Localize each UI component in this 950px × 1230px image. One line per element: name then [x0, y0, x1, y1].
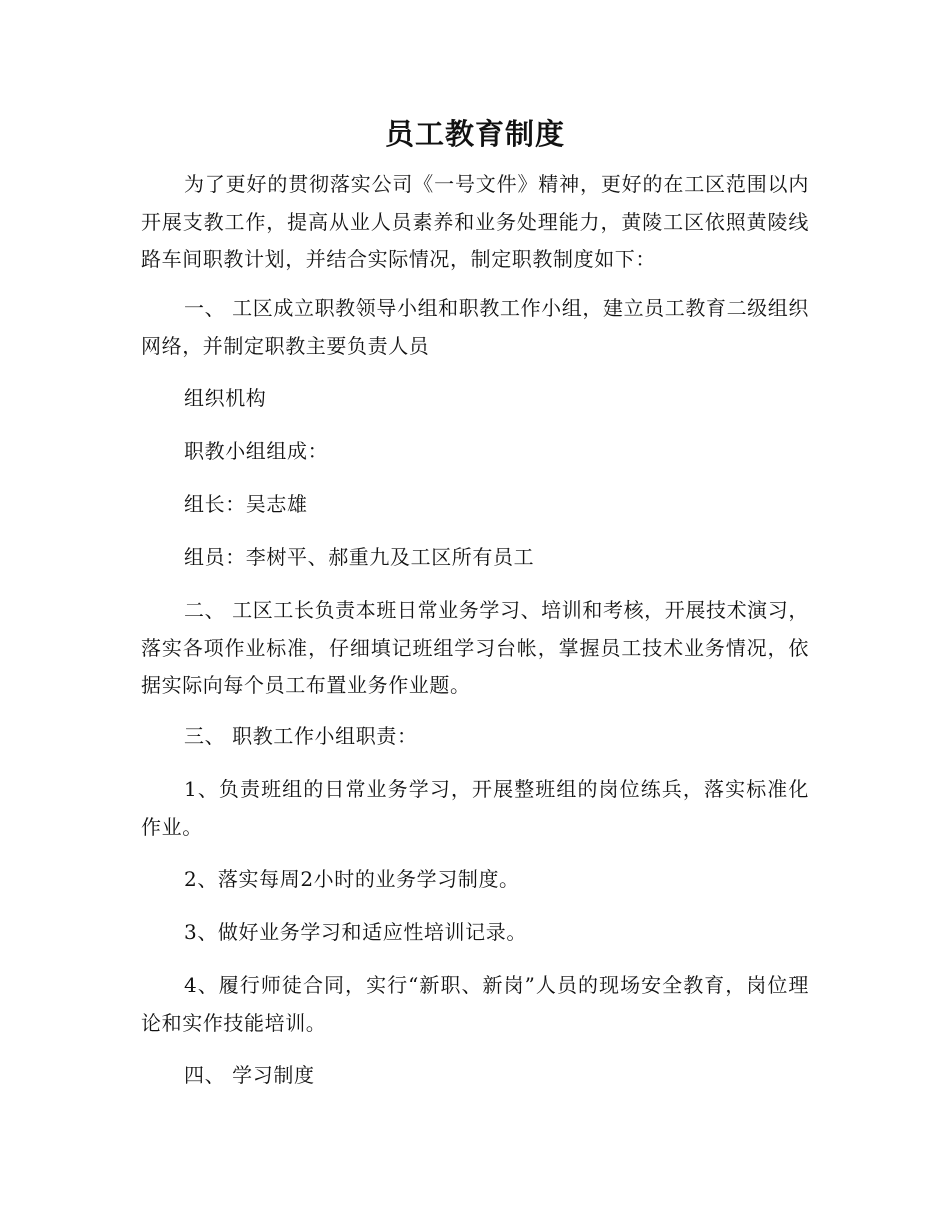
team-members-line: 组员：李树平、郝重九及工区所有员工 — [184, 545, 535, 569]
section-2-paragraph: 二、 工区工长负责本班日常业务学习、培训和考核，开展技术演习，落实各项作业标准，仔细填记班组学习台帐，掌握员工技术业务情况，依据实际向每个员工布置业务作业题。 — [141, 598, 809, 697]
org-structure-heading: 组织机构 — [184, 386, 267, 410]
duty-item-1: 1、负责班组的日常业务学习，开展整班组的岗位练兵，落实标准化作业。 — [141, 777, 809, 839]
duty-item-3: 3、做好业务学习和适应性培训记录。 — [184, 920, 527, 944]
document-title: 员工教育制度 — [384, 117, 565, 151]
duty-item-2: 2、落实每周2小时的业务学习制度。 — [184, 867, 520, 891]
section-1-paragraph: 一、 工区成立职教领导小组和职教工作小组，建立员工教育二级组织网络，并制定职教主要负责人员 — [141, 296, 809, 358]
team-leader-line: 组长：吴志雄 — [184, 492, 308, 516]
intro-paragraph: 为了更好的贯彻落实公司《一号文件》精神，更好的在工区范围以内开展支教工作，提高从业人员素养和业务处理能力，黄陵工区依照黄陵线路车间职教计划，并结合实际情况，制定职教制度如下： — [141, 172, 809, 271]
team-composition-line: 职教小组组成： — [184, 439, 329, 463]
section-3-heading: 三、 职教工作小组职责： — [184, 724, 418, 748]
section-4-heading: 四、 学习制度 — [184, 1063, 315, 1087]
duty-item-4: 4、履行师徒合同，实行“新职、新岗”人员的现场安全教育，岗位理论和实作技能培训。 — [141, 973, 809, 1035]
